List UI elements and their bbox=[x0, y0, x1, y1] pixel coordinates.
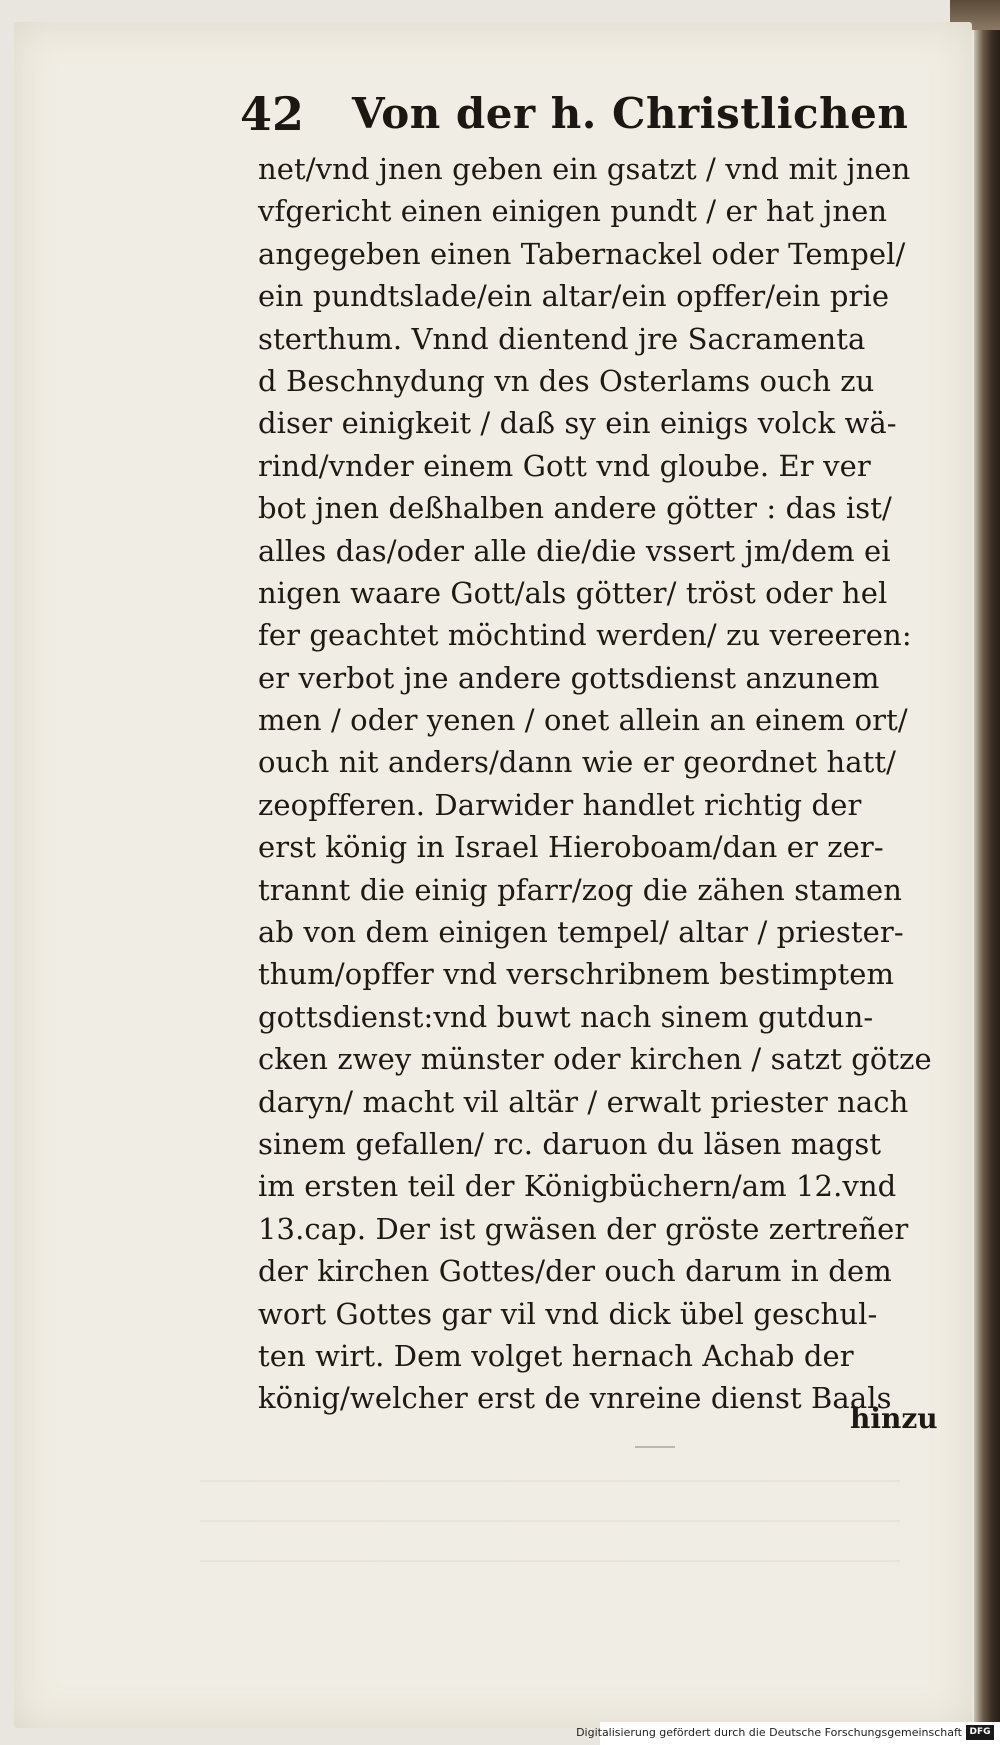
text-line: der kirchen Gottes/der ouch darum in dem bbox=[258, 1254, 892, 1289]
text-line: vfgericht einen einigen pundt / er hat jnen bbox=[258, 194, 888, 229]
text-line: ten wirt. Dem volget hernach Achab der bbox=[258, 1338, 854, 1373]
text-line: angegeben einen Tabernackel oder Tempel/ bbox=[258, 236, 906, 271]
text-line: bot jnen deßhalben andere götter : das ist/ bbox=[258, 491, 892, 526]
catchword: hinzu bbox=[850, 1402, 938, 1435]
ink-mark bbox=[635, 1446, 675, 1448]
text-line: könig/welcher erst de vnreine dienst Baals bbox=[258, 1381, 892, 1416]
body-text bbox=[258, 148, 970, 1420]
book-edge bbox=[974, 0, 1000, 1745]
text-line: er verbot jne andere gottsdienst anzunem bbox=[258, 660, 880, 695]
footer-credit: Digitalisierung gefördert durch die Deutsche Forschungsgemeinschaft bbox=[576, 1726, 962, 1739]
dfg-logo: DFG bbox=[966, 1725, 994, 1740]
text-line: sinem gefallen/ rc. daruon du läsen magst bbox=[258, 1126, 882, 1161]
text-line: cken zwey münster oder kirchen / satzt götze bbox=[258, 1042, 932, 1077]
text-line: trannt die einig pfarr/zog die zähen stamen bbox=[258, 872, 903, 907]
text-line: men / oder yenen / onet allein an einem ort/ bbox=[258, 703, 908, 738]
text-line: gottsdienst:vnd buwt nach sinem gutdun- bbox=[258, 999, 874, 1034]
page-header bbox=[240, 86, 909, 142]
text-line: ouch nit anders/dann wie er geordnet hatt/ bbox=[258, 745, 897, 780]
text-line: ein pundtslade/ein altar/ein opffer/ein prie bbox=[258, 279, 890, 314]
digitization-footer bbox=[576, 1722, 1000, 1745]
text-line: im ersten teil der Königbüchern/am 12.vnd bbox=[258, 1169, 897, 1204]
text-line: net/vnd jnen geben ein gsatzt / vnd mit jnen bbox=[258, 152, 911, 186]
text-line: d Beschnydung vn des Osterlams ouch zu bbox=[258, 363, 875, 398]
page-number: 42 bbox=[240, 87, 305, 141]
running-title: Von der h. Christlichen bbox=[352, 89, 909, 138]
text-line: alles das/oder alle die/die vssert jm/dem ei bbox=[258, 533, 891, 568]
text-line: diser einigkeit / daß sy ein einigs volck wä- bbox=[258, 406, 897, 441]
text-line: zeopfferen. Darwider handlet richtig der bbox=[258, 787, 862, 822]
text-line: nigen waare Gott/als götter/ tröst oder hel bbox=[258, 575, 888, 610]
text-line: fer geachtet möchtind werden/ zu vereeren: bbox=[258, 618, 912, 653]
text-line: sterthum. Vnnd dientend jre Sacramenta bbox=[258, 321, 866, 356]
text-line: rind/vnder einem Gott vnd gloube. Er ver bbox=[258, 448, 871, 483]
text-line: ab von dem einigen tempel/ altar / priester- bbox=[258, 915, 904, 950]
text-line: erst könig in Israel Hieroboam/dan er zer- bbox=[258, 830, 884, 865]
text-line: wort Gottes gar vil vnd dick übel geschul- bbox=[258, 1296, 878, 1331]
text-line: 13.cap. Der ist gwäsen der gröste zertreñer bbox=[258, 1211, 909, 1246]
bleed-through-shadow bbox=[200, 1480, 900, 1600]
text-line: daryn/ macht vil altär / erwalt priester nach bbox=[258, 1084, 909, 1119]
text-line: thum/opffer vnd verschribnem bestimptem bbox=[258, 957, 895, 992]
